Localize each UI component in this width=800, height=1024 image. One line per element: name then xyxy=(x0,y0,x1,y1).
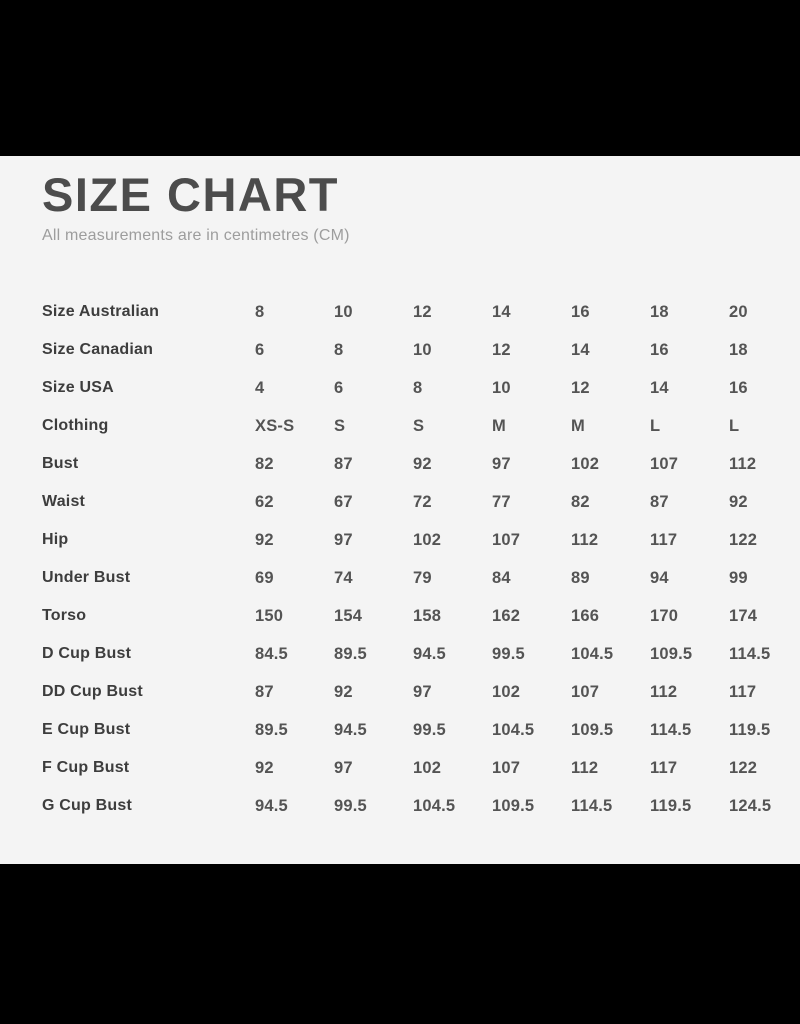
cell-value: 14 xyxy=(492,302,511,321)
letterbox-top xyxy=(0,0,800,156)
table-row xyxy=(42,635,800,673)
row-label: DD Cup Bust xyxy=(42,683,143,701)
table-row xyxy=(42,711,800,749)
page-subtitle: All measurements are in centimetres (CM) xyxy=(42,227,350,245)
cell-value: 104.5 xyxy=(492,720,535,739)
cell-value: 94.5 xyxy=(334,720,367,739)
table-row xyxy=(42,483,800,521)
cell-value: 99.5 xyxy=(492,644,525,663)
cell-value: 122 xyxy=(729,758,758,777)
row-label: Size Australian xyxy=(42,303,160,321)
cell-value: 150 xyxy=(255,606,284,625)
row-label: Clothing xyxy=(42,417,109,435)
cell-value: 119.5 xyxy=(729,720,771,739)
cell-value: 18 xyxy=(729,340,748,359)
cell-value: 97 xyxy=(413,682,432,701)
cell-value: 114.5 xyxy=(729,644,771,663)
row-label: E Cup Bust xyxy=(42,721,131,739)
cell-value: 124.5 xyxy=(729,796,772,815)
table-row xyxy=(42,787,800,825)
cell-value: 77 xyxy=(492,492,511,511)
cell-value: 87 xyxy=(255,682,274,701)
cell-value: 87 xyxy=(334,454,353,473)
cell-value: 12 xyxy=(413,302,432,321)
cell-value: 92 xyxy=(334,682,353,701)
cell-value: 82 xyxy=(255,454,274,473)
cell-value: 82 xyxy=(571,492,590,511)
cell-value: 162 xyxy=(492,606,521,625)
letterbox-bottom xyxy=(0,864,800,1024)
cell-value: 154 xyxy=(334,606,363,625)
table-row xyxy=(42,559,800,597)
cell-value: 16 xyxy=(571,302,590,321)
cell-value: 99 xyxy=(729,568,748,587)
cell-value: 97 xyxy=(492,454,511,473)
row-label: Waist xyxy=(42,493,86,511)
row-label: Under Bust xyxy=(42,569,131,587)
cell-value: L xyxy=(729,416,740,435)
table-row xyxy=(42,597,800,635)
row-label: F Cup Bust xyxy=(42,759,130,777)
cell-value: 8 xyxy=(413,378,423,397)
cell-value: 92 xyxy=(413,454,432,473)
row-label: D Cup Bust xyxy=(42,645,132,663)
row-label: Size USA xyxy=(42,379,114,397)
cell-value: 99.5 xyxy=(413,720,446,739)
cell-value: 6 xyxy=(334,378,344,397)
row-label: G Cup Bust xyxy=(42,797,132,815)
cell-value: 104.5 xyxy=(571,644,614,663)
cell-value: 6 xyxy=(255,340,265,359)
cell-value: 112 xyxy=(650,682,678,701)
row-label: Torso xyxy=(42,607,87,625)
cell-value: 112 xyxy=(729,454,757,473)
cell-value: 79 xyxy=(413,568,432,587)
cell-value: 10 xyxy=(413,340,432,359)
cell-value: M xyxy=(492,416,506,435)
cell-value: 84.5 xyxy=(255,644,288,663)
cell-value: 89.5 xyxy=(334,644,367,663)
cell-value: 10 xyxy=(492,378,511,397)
cell-value: 14 xyxy=(571,340,590,359)
table-row xyxy=(42,331,800,369)
cell-value: 166 xyxy=(571,606,600,625)
table-row xyxy=(42,293,800,331)
cell-value: 14 xyxy=(650,378,669,397)
cell-value: 112 xyxy=(571,530,599,549)
cell-value: 109.5 xyxy=(650,644,693,663)
cell-value: 16 xyxy=(729,378,748,397)
cell-value: 107 xyxy=(492,530,521,549)
cell-value: 4 xyxy=(255,378,265,397)
cell-value: 62 xyxy=(255,492,274,511)
cell-value: 69 xyxy=(255,568,274,587)
cell-value: 12 xyxy=(571,378,590,397)
cell-value: 92 xyxy=(255,530,274,549)
size-table xyxy=(42,293,800,825)
cell-value: S xyxy=(413,416,425,435)
cell-value: L xyxy=(650,416,661,435)
cell-value: 72 xyxy=(413,492,432,511)
table-row xyxy=(42,445,800,483)
table-row xyxy=(42,749,800,787)
row-label: Bust xyxy=(42,455,79,473)
cell-value: 119.5 xyxy=(650,796,692,815)
cell-value: 18 xyxy=(650,302,669,321)
table-row xyxy=(42,407,800,445)
cell-value: 107 xyxy=(571,682,600,701)
cell-value: 12 xyxy=(492,340,511,359)
cell-value: 174 xyxy=(729,606,758,625)
table-row xyxy=(42,673,800,711)
cell-value: 92 xyxy=(255,758,274,777)
cell-value: 74 xyxy=(334,568,353,587)
cell-value: 84 xyxy=(492,568,511,587)
cell-value: 109.5 xyxy=(571,720,614,739)
cell-value: 107 xyxy=(492,758,521,777)
table-row xyxy=(42,521,800,559)
cell-value: 67 xyxy=(334,492,353,511)
cell-value: 16 xyxy=(650,340,669,359)
cell-value: 94.5 xyxy=(413,644,446,663)
cell-value: 20 xyxy=(729,302,748,321)
cell-value: 109.5 xyxy=(492,796,535,815)
cell-value: XS-S xyxy=(255,416,295,435)
cell-value: 8 xyxy=(255,302,265,321)
cell-value: 114.5 xyxy=(571,796,613,815)
cell-value: 117 xyxy=(650,530,678,549)
cell-value: 122 xyxy=(729,530,758,549)
cell-value: 102 xyxy=(413,758,442,777)
size-chart-panel xyxy=(0,156,800,864)
cell-value: 92 xyxy=(729,492,748,511)
table-row xyxy=(42,369,800,407)
cell-value: 114.5 xyxy=(650,720,692,739)
cell-value: M xyxy=(571,416,585,435)
cell-value: 104.5 xyxy=(413,796,456,815)
cell-value: 112 xyxy=(571,758,599,777)
cell-value: 8 xyxy=(334,340,344,359)
cell-value: 89 xyxy=(571,568,590,587)
cell-value: 97 xyxy=(334,758,353,777)
cell-value: 170 xyxy=(650,606,679,625)
cell-value: 87 xyxy=(650,492,669,511)
cell-value: 89.5 xyxy=(255,720,288,739)
page-title: SIZE CHART xyxy=(42,168,339,221)
row-label: Hip xyxy=(42,531,69,549)
cell-value: S xyxy=(334,416,346,435)
cell-value: 97 xyxy=(334,530,353,549)
row-label: Size Canadian xyxy=(42,341,154,359)
cell-value: 158 xyxy=(413,606,442,625)
cell-value: 94 xyxy=(650,568,669,587)
cell-value: 102 xyxy=(492,682,521,701)
cell-value: 107 xyxy=(650,454,679,473)
cell-value: 10 xyxy=(334,302,353,321)
cell-value: 99.5 xyxy=(334,796,367,815)
cell-value: 117 xyxy=(729,682,757,701)
cell-value: 102 xyxy=(413,530,442,549)
cell-value: 94.5 xyxy=(255,796,288,815)
cell-value: 117 xyxy=(650,758,678,777)
cell-value: 102 xyxy=(571,454,600,473)
